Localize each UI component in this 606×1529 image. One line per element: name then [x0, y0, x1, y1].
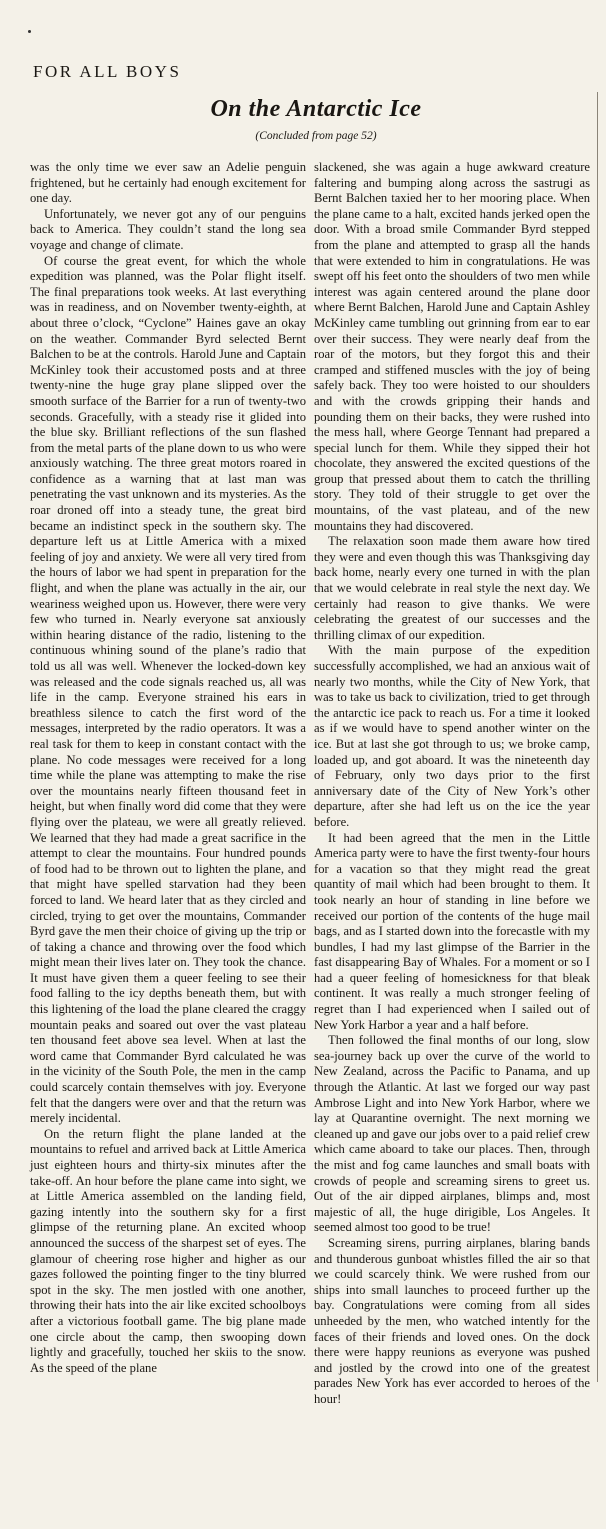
paragraph: Screaming sirens, purring airplanes, blaring bands and thunderous gunboat whistles filled the air so that we could scarcely think. We were rushed from our ships into small launches to proceed further up the bay. Congratulations were coming from all sides unheeded by the men, who watched intently for the faces of their friends and loved ones. On the dock there were happy reunions as everyone was pushed and jostled by the crowd into one of the greatest parades New York has ever accorded to heroes of the hour!: [314, 1235, 590, 1406]
paragraph: It had been agreed that the men in the Little America party were to have the first twenty-four hours for a vacation so that they might read the great quantity of mail which had been brought to them. It took nearly an hour of standing in line before we received our portion of the contents of the huge mail bags, and as I started down into the forecastle with my bundles, I had my last glimpse of the Barrier in the fast disappearing Bay of Whales. For a moment or so I had a queer feeling of homesickness for that bleak continent. It was really a much stronger feeling of regret than I had experienced when I sailed out of New York Harbor a year and a half before.: [314, 830, 590, 1032]
column-rule: [597, 92, 598, 1382]
left-column: [30, 160, 306, 1376]
right-column: [314, 160, 590, 1408]
paragraph: Unfortunately, we never got any of our penguins back to America. They couldn’t stand the long sea voyage and change of climate.: [30, 206, 306, 252]
paragraph: On the return flight the plane landed at the mountains to refuel and arrived back at Little America just eighteen hours and thirty-six minutes after the take-off. An hour before the plane came into sight, we at Little America assembled on the landing field, gazing intently into the southern sky for a first glimpse of the returning plane. An excited whoop announced the success of the sharpest set of eyes. The glamour of cheering rose higher and higher as our gazes followed the pointing finger to the tiny blurred spot in the sky. The men jostled with one another, throwing their hats into the air like excited schoolboys after a victorious football game. The big plane made one circle about the camp, then swooping down lightly and gracefully, touched her skiis to the snow. As the speed of the plane: [30, 1126, 306, 1375]
paragraph: Of course the great event, for which the whole expedition was planned, was the Polar flight itself. The final preparations took weeks. At last everything was in readiness, and on November twenty-eighth, at about three o’clock, “Cyclone” Haines gave an okay on the weather. Commander Byrd selected Bernt Balchen to be at the controls. Harold June and Captain McKinley took their accustomed posts and at three twenty-nine the huge gray plane slipped over the smooth surface of the Barrier for a run of twenty-two seconds. Gracefully, with a steady rise it glided into the blue sky. Brilliant reflections of the sun flashed from the metal parts of the plane down to us who were anxiously watching. The three great motors roared in confidence as a warning that at last man was penetrating the vast unknown and its mysteries. As the roar droned off into a steady tune, the great bird became an indistinct speck in the southern sky. The departure left us at Little America with a mixed feeling of joy and anxiety. We were all very tired from the hours of labor we had spent in preparation for the flight, and when the plane was actually in the air, our weariness weighed upon us. However, there were very few who turned in. Nearly everyone sat anxiously within hearing distance of the radio, listening to the continuous whining sound of the plane’s radio that told us all was well. Whenever the locked-down key was released and the code signals reached us, all was life in the camp. Everyone strained his ears in breathless silence to catch the first word of the messages, interpreted by the radio operators. It was a real task for them to keep in constant contact with the plane. No code messages were received for a long time while the plane was attempting to make the rise over the mountains nearly fifteen thousand feet in height, but when finally word did come that they were flying over the plateau, we were all greatly relieved. We learned that they had made a great sacrifice in the attempt to clear the mountains. Four hundred pounds of food had to be thrown out to lighten the plane, and that might have spelled starvation had they been forced to land. We heard later that as they circled and circled, trying to get over the mountains, Commander Byrd gave the men their choice of giving up the trip or of taking a chance and throwing over the food which might mean their lives later on. They took the chance. It must have given them a queer feeling to see their food falling to the icy depths beneath them, but with this lightening of the load the plane cleared the craggy mountain peaks and soared out over the vast plateau ten thousand feet above sea level. When at last the word came that Commander Byrd calculated he was in the vicinity of the South Pole, the men in the camp could scarcely contain themselves with joy. Everyone felt that the dangers were over and that the return was merely incidental.: [30, 253, 306, 1126]
article-title: On the Antarctic Ice: [210, 96, 422, 122]
paragraph: was the only time we ever saw an Adelie penguin frightened, but he certainly had enough excitement for one day.: [30, 160, 306, 206]
paragraph: slackened, she was again a huge awkward creature faltering and bumping along across the sastrugi as Bernt Balchen taxied her to her mooring place. When the plane came to a halt, excited hands jerked open the door. With a broad smile Commander Byrd stepped from the plane and attempted to grasp all the hands that were extended to him in congratulations. He was swept off his feet onto the shoulders of two men while interest was again centered around the plane door where Bernt Balchen, Harold June and Captain Ashley McKinley came tumbling out grinning from ear to ear over their success. They were nearly deaf from the roar of the motors, but they forgot this and their cramped and stiffened muscles with the joy of being safely back. They too were hoisted to our shoulders and with the crowds gripping their hands and pounding them on their backs, they were rushed into the mess hall, where George Tennant had prepared a special lunch for them. While they sipped their hot chocolate, they answered the excited questions of the group that pressed about them to catch the thrilling story. They told of their struggle to get over the mountains, of the vast plateau, and of the new mountains they had discovered.: [314, 160, 590, 533]
paragraph: Then followed the final months of our long, slow sea-journey back up over the curve of the world to New Zealand, across the Pacific to Panama, and up through the Atlantic. At last we forged our way past Ambrose Light and into New York Harbor, where we lay at Quarantine overnight. The next morning we cleaned up and gave our jobs over to a paid relief crew which came aboard to take our places. Then, through the mist and fog came launches and small boats with crowds of people and screaming sirens to greet us. Out of the air dipped airplanes, blimps and, most majestic of all, the huge dirigible, Los Angeles. It seemed almost too good to be true!: [314, 1033, 590, 1235]
continuation-note: (Concluded from page 52): [255, 130, 377, 142]
paragraph: The relaxation soon made them aware how tired they were and even though this was Thanksgiving day back home, nearly every one turned in with the plan that we would celebrate in real style the next day. We certainly had reason to give thanks. We were celebrating the greatest of our successes and the thrilling climax of our expedition.: [314, 534, 590, 642]
paragraph: With the main purpose of the expedition successfully accomplished, we had an anxious wait of nearly two months, while the City of New York, that was to take us back to civilization, tried to get through the antarctic ice pack to reach us. For a time it looked as if we would have to spend another winter on the ice. But at last she got through to us; we broke camp, loaded up, and got aboard. It was the nineteenth day of February, only two days prior to the first anniversary date of the City of New York’s other departure, after she had left us on the ice the year before.: [314, 643, 590, 829]
section-label: FOR ALL BOYS: [33, 62, 182, 81]
page-speck: [28, 30, 31, 33]
